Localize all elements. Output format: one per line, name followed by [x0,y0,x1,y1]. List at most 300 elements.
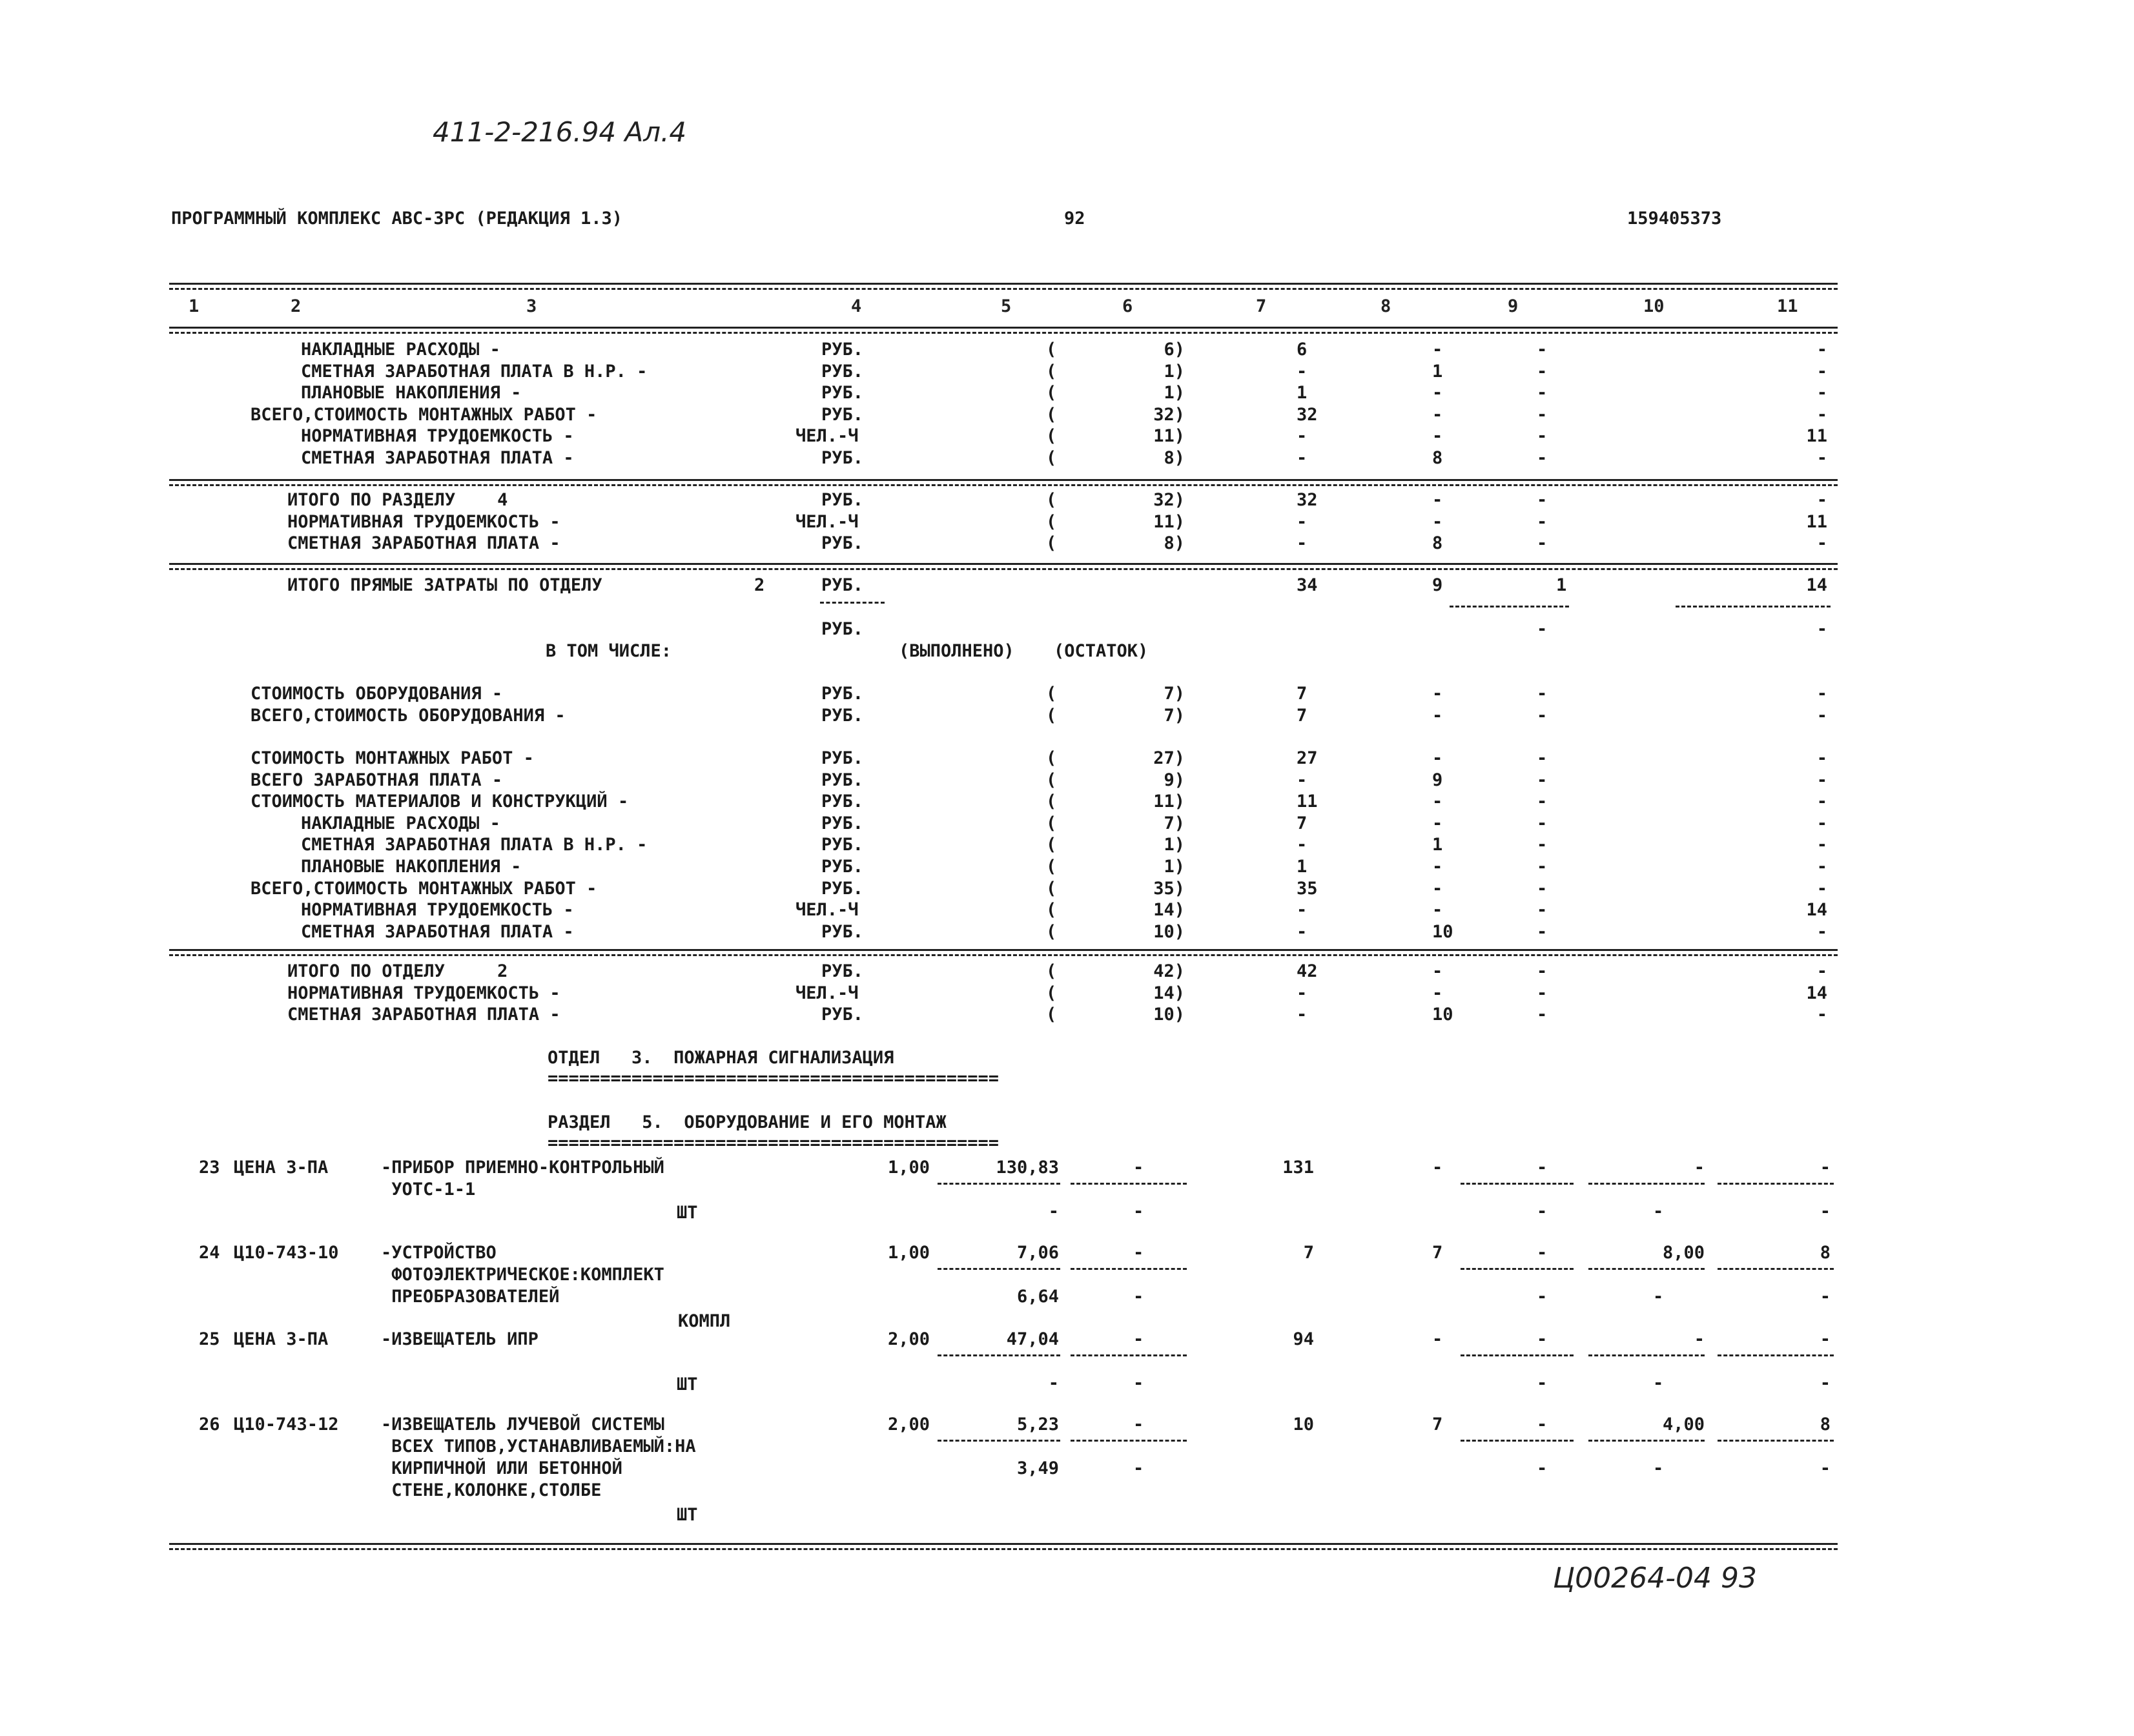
item-total: 131 [1282,1158,1314,1178]
item-col10-underline [1588,1354,1705,1356]
row-label: СТОИМОСТЬ ОБОРУДОВАНИЯ - [251,684,503,704]
item-col6-underline [1071,1183,1187,1185]
table-bottom-rule-2 [169,1548,1838,1550]
col7-value: 7 [1297,813,1308,833]
item-code: ЦЕНА 3-ПА [234,1329,329,1349]
row-unit: РУБ. [821,748,864,768]
column-header-7: 7 [1256,296,1267,316]
col9-value: - [1537,490,1548,510]
column-header-3: 3 [526,296,537,316]
col6-value: 32) [1153,490,1185,510]
item-col6: - [1133,1329,1144,1349]
item-col9-second: - [1537,1287,1548,1307]
item-number: 24 [199,1243,220,1263]
item-col10-underline [1588,1268,1705,1270]
col9-value: - [1537,619,1548,639]
item-col9-underline [1461,1183,1574,1185]
col8-value: - [1432,748,1443,768]
item-col11: 8 [1820,1414,1831,1435]
col11-value: - [1816,619,1827,639]
program-title: ПРОГРАММНЫЙ КОМПЛЕКС АВС-3РС (РЕДАКЦИЯ 1.3) [171,209,622,229]
paren-open: ( [1046,1005,1057,1025]
col6-value: 10) [1153,1005,1185,1025]
item-code: ЦЕНА 3-ПА [234,1158,329,1178]
col9-value: - [1537,533,1548,554]
col9-value: - [1537,900,1548,921]
col11-value: - [1816,921,1827,942]
row-unit: РУБ. [821,770,864,790]
item-col5-underline [938,1268,1060,1270]
row-unit: РУБ. [821,921,864,942]
item-col5-underline [938,1354,1060,1356]
row-unit: РУБ. [821,533,864,554]
item-col6-underline [1071,1354,1187,1356]
col7-value: 35 [1297,878,1318,899]
col9-value: - [1537,448,1548,468]
col11-value: - [1816,961,1827,981]
col9-value: - [1537,770,1548,790]
item-col10: - [1694,1329,1705,1349]
col9-value: - [1537,404,1548,425]
item-col9-underline [1461,1354,1574,1356]
item-code: Ц10-743-12 [234,1414,339,1435]
column-header-1: 1 [189,296,200,316]
col7-value: - [1297,361,1308,382]
col11-value: - [1816,705,1827,726]
item-unit: КОМПЛ [678,1311,731,1331]
item-unit: ШТ [677,1374,698,1394]
direct-costs-label: ИТОГО ПРЯМЫЕ ЗАТРАТЫ ПО ОТДЕЛУ [287,575,602,595]
done-label: (ВЫПОЛНЕНО) [899,641,1014,661]
col8-value: - [1432,900,1443,921]
col11-value: - [1816,1005,1827,1025]
item-col11-second: - [1820,1373,1831,1393]
col9-value: - [1537,983,1548,1003]
col7-value: - [1297,448,1308,468]
item-col11-second: - [1820,1201,1831,1221]
col6-value: 7) [1164,684,1185,704]
row-unit: РУБ. [821,961,864,981]
item-col9-underline [1461,1440,1574,1442]
item-col9: - [1537,1158,1548,1178]
row-label: ИТОГО ПО РАЗДЕЛУ 4 [287,490,508,510]
item-unit-price: 5,23 [1016,1414,1059,1435]
item-col8: 7 [1432,1243,1443,1263]
col8-value: 8 [1432,533,1443,554]
col7-value: - [1297,770,1308,790]
item-name-line: ПРЕОБРАЗОВАТЕЛЕЙ [381,1287,560,1307]
col6-value: 35) [1153,878,1185,899]
item-col8: - [1432,1329,1443,1349]
item-col10-underline [1588,1440,1705,1442]
column-header-4: 4 [851,296,862,316]
section-underline: =========================================== [548,1133,999,1153]
col9-value: - [1537,340,1548,360]
item-col6: - [1133,1414,1144,1435]
col8-value: 10 [1432,921,1453,942]
page-number: 92 [1064,209,1085,229]
paren-open: ( [1046,878,1057,899]
item-col9-second: - [1537,1373,1548,1393]
item-col11: 8 [1820,1243,1831,1263]
section4-total-rule [169,563,1838,565]
unit-underline [820,602,885,604]
row-unit: РУБ. [821,791,864,812]
item-col11-underline [1718,1183,1834,1185]
row-unit: РУБ. [821,878,864,899]
row-label: НОРМАТИВНАЯ ТРУДОЕМКОСТЬ - [287,511,560,532]
item-col5-underline [938,1183,1060,1185]
col11-value: 14 [1806,900,1827,921]
item-unit: ШТ [677,1505,698,1525]
col6-value: 11) [1153,791,1185,812]
col8-value: - [1432,383,1443,403]
row-unit: РУБ. [821,383,864,403]
rest-label: (ОСТАТОК) [1054,641,1149,661]
col6-value: 7) [1164,705,1185,726]
item-col9: - [1537,1243,1548,1263]
department-title: ОТДЕЛ 3. ПОЖАРНАЯ СИГНАЛИЗАЦИЯ [548,1048,894,1068]
col7-value: - [1297,511,1308,532]
item-col9-second: - [1537,1201,1548,1221]
direct-costs-dept: 2 [754,575,765,595]
item-col10-second: - [1653,1201,1664,1221]
col11-value: - [1816,448,1827,468]
paren-open: ( [1046,813,1057,833]
col11-value: - [1816,684,1827,704]
section-title: РАЗДЕЛ 5. ОБОРУДОВАНИЕ И ЕГО МОНТАЖ [548,1112,947,1132]
col8-value: - [1432,705,1443,726]
col7-value: - [1297,983,1308,1003]
column-header-9: 9 [1508,296,1519,316]
item-total: 10 [1293,1414,1314,1435]
col11-value: 11 [1806,511,1827,532]
item-name-line: ФОТОЭЛЕКТРИЧЕСКОЕ:КОМПЛЕКТ [381,1265,664,1285]
row-unit: РУБ. [821,857,864,877]
item-col6-second: - [1133,1458,1144,1478]
col8-value: - [1432,878,1443,899]
row-label: ВСЕГО,СТОИМОСТЬ МОНТАЖНЫХ РАБОТ - [251,878,597,899]
col7-value: - [1297,533,1308,554]
paren-open: ( [1046,533,1057,554]
row-unit: ЧЕЛ.-Ч [795,426,859,447]
col6-value: 7) [1164,813,1185,833]
item-name-line: УОТС-1-1 [381,1179,476,1200]
item-col11-underline [1718,1268,1834,1270]
paren-open: ( [1046,983,1057,1003]
col6-value: 11) [1153,511,1185,532]
item-name-line: -ИЗВЕЩАТЕЛЬ ЛУЧЕВОЙ СИСТЕМЫ [381,1414,664,1435]
col8-value: - [1432,511,1443,532]
item-quantity: 1,00 [887,1158,930,1178]
item-col6: - [1133,1243,1144,1263]
row-label: ПЛАНОВЫЕ НАКОПЛЕНИЯ - [301,857,522,877]
row-label: НОРМАТИВНАЯ ТРУДОЕМКОСТЬ - [301,426,574,447]
col9-value: - [1537,426,1548,447]
row-label: СМЕТНАЯ ЗАРАБОТНАЯ ПЛАТА - [287,1005,560,1025]
col8-value: - [1432,404,1443,425]
paren-open: ( [1046,404,1057,425]
col11-value: - [1816,533,1827,554]
item-col6-underline [1071,1268,1187,1270]
item-total: 7 [1303,1243,1314,1263]
col11-value: - [1816,383,1827,403]
col9-value: - [1537,684,1548,704]
paren-open: ( [1046,705,1057,726]
paren-open: ( [1046,900,1057,921]
paren-open: ( [1046,511,1057,532]
row-label: ВСЕГО,СТОИМОСТЬ МОНТАЖНЫХ РАБОТ - [251,404,597,425]
paren-open: ( [1046,748,1057,768]
col7-value: 1 [1297,383,1308,403]
table-top-rule [169,283,1838,285]
item-col9-second: - [1537,1458,1548,1478]
col9-value: 1 [1556,575,1567,595]
item-col6-second: - [1133,1373,1144,1393]
col6-value: 14) [1153,900,1185,921]
paren-open: ( [1046,770,1057,790]
stamp-code: 411-2-216.94 Ал.4 [433,116,687,148]
row-unit: ЧЕЛ.-Ч [795,900,859,921]
col11-value: - [1816,813,1827,833]
col8-value: 1 [1432,361,1443,382]
col6-value: 8) [1164,448,1185,468]
item-col11: - [1820,1158,1831,1178]
col7-value: - [1297,921,1308,942]
section4-tail-rule [169,479,1838,481]
col8-value: 8 [1432,448,1443,468]
row-label: СТОИМОСТЬ МАТЕРИАЛОВ И КОНСТРУКЦИЙ - [251,791,629,812]
row-unit: РУБ. [821,684,864,704]
item-col10: - [1694,1158,1705,1178]
column-header-5: 5 [1001,296,1012,316]
col8-value: - [1432,983,1443,1003]
col9-value: - [1537,813,1548,833]
row-unit: РУБ. [821,813,864,833]
item-unit: ШТ [677,1203,698,1223]
item-col10-second: - [1653,1287,1664,1307]
col6-value: 6) [1164,340,1185,360]
col7-value: 7 [1297,705,1308,726]
item-col11: - [1820,1329,1831,1349]
col11-value: 14 [1806,575,1827,595]
item-name-line: ВСЕХ ТИПОВ,УСТАНАВЛИВАЕМЫЙ:НА [381,1436,696,1456]
column-header-10: 10 [1643,296,1665,316]
col6-value: 14) [1153,983,1185,1003]
col11-value: - [1816,857,1827,877]
col7-value: 32 [1297,490,1318,510]
row-unit: РУБ. [821,361,864,382]
col6-value: 1) [1164,383,1185,403]
col11-value: - [1816,878,1827,899]
col8-value: - [1432,791,1443,812]
col8-value: 9 [1432,770,1443,790]
col7-value: - [1297,900,1308,921]
col9-value: - [1537,705,1548,726]
header-bottom-rule-2 [169,332,1838,334]
paren-open: ( [1046,857,1057,877]
col7-value: - [1297,426,1308,447]
column-header-2: 2 [291,296,302,316]
item-col9: - [1537,1329,1548,1349]
item-unit-price: 130,83 [996,1158,1059,1178]
paren-open: ( [1046,835,1057,855]
item-unit-price: 47,04 [1006,1329,1059,1349]
row-label: СМЕТНАЯ ЗАРАБОТНАЯ ПЛАТА В Н.Р. - [301,835,648,855]
row-label: НОРМАТИВНАЯ ТРУДОЕМКОСТЬ - [287,983,560,1003]
row-label: ВСЕГО,СТОИМОСТЬ ОБОРУДОВАНИЯ - [251,705,566,726]
col8-value: 10 [1432,1005,1453,1025]
paren-open: ( [1046,361,1057,382]
row-unit: РУБ. [821,404,864,425]
col11-value: - [1816,835,1827,855]
col7-value: 32 [1297,404,1318,425]
item-col10: 8,00 [1662,1243,1705,1263]
col7-value: 11 [1297,791,1318,812]
section4-tail-rule-2 [169,484,1838,486]
item-col9-underline [1461,1268,1574,1270]
item-name-line: -ПРИБОР ПРИЕМНО-КОНТРОЛЬНЫЙ [381,1158,664,1178]
row-label: ПЛАНОВЫЕ НАКОПЛЕНИЯ - [301,383,522,403]
col7-value: 34 [1297,575,1318,595]
col8-value: - [1432,857,1443,877]
item-col10-second: - [1653,1458,1664,1478]
item-col6-second: - [1133,1201,1144,1221]
included-label: В ТОМ ЧИСЛЕ: [546,641,672,661]
item-col8: 7 [1432,1414,1443,1435]
item-col11-second: - [1820,1287,1831,1307]
paren-open: ( [1046,490,1057,510]
row-label: ИТОГО ПО ОТДЕЛУ 2 [287,961,508,981]
col6-value: 9) [1164,770,1185,790]
row-label: СМЕТНАЯ ЗАРАБОТНАЯ ПЛАТА - [301,921,574,942]
paren-open: ( [1046,448,1057,468]
item-col10-underline [1588,1183,1705,1185]
item-col8: - [1432,1158,1443,1178]
col7-value: - [1297,835,1308,855]
row-unit: ЧЕЛ.-Ч [795,983,859,1003]
col6-value: 10) [1153,921,1185,942]
row-unit: РУБ. [821,619,864,639]
paren-open: ( [1046,426,1057,447]
col8-value: 9 [1432,575,1443,595]
document-number: 159405373 [1627,209,1722,229]
col8-value: - [1432,490,1443,510]
item-col6-underline [1071,1440,1187,1442]
item-col11-second: - [1820,1458,1831,1478]
col9-value: - [1537,921,1548,942]
col11-underline [1676,606,1831,608]
col6-value: 27) [1153,748,1185,768]
col6-value: 11) [1153,426,1185,447]
col9-value: - [1537,1005,1548,1025]
col7-value: 7 [1297,684,1308,704]
col9-value: - [1537,383,1548,403]
row-label: НАКЛАДНЫЕ РАСХОДЫ - [301,813,500,833]
col6-value: 42) [1153,961,1185,981]
col11-value: - [1816,748,1827,768]
item-col5-second: 3,49 [1016,1458,1059,1478]
col8-value: - [1432,813,1443,833]
table-top-rule-2 [169,288,1838,290]
paren-open: ( [1046,961,1057,981]
col11-value: - [1816,490,1827,510]
col11-value: - [1816,404,1827,425]
col8-value: - [1432,684,1443,704]
col11-value: 11 [1806,426,1827,447]
archive-number: Ц00264-04 93 [1553,1562,1757,1595]
paren-open: ( [1046,791,1057,812]
item-col5-underline [938,1440,1060,1442]
col6-value: 8) [1164,533,1185,554]
item-quantity: 2,00 [887,1414,930,1435]
col7-value: - [1297,1005,1308,1025]
col7-value: 27 [1297,748,1318,768]
col8-value: - [1432,426,1443,447]
item-col5-second: - [1048,1373,1059,1393]
col7-value: 6 [1297,340,1308,360]
row-unit: РУБ. [821,1005,864,1025]
item-col10: 4,00 [1662,1414,1705,1435]
col7-value: 42 [1297,961,1318,981]
table-bottom-rule [169,1543,1838,1545]
col7-value: 1 [1297,857,1308,877]
row-unit: РУБ. [821,705,864,726]
col9-value: - [1537,791,1548,812]
col6-value: 1) [1164,361,1185,382]
row-label: СМЕТНАЯ ЗАРАБОТНАЯ ПЛАТА - [301,448,574,468]
col11-value: 14 [1806,983,1827,1003]
row-label: СТОИМОСТЬ МОНТАЖНЫХ РАБОТ - [251,748,534,768]
item-number: 26 [199,1414,220,1435]
header-bottom-rule [169,327,1838,329]
item-name-line: СТЕНЕ,КОЛОНКЕ,СТОЛБЕ [381,1480,602,1500]
column-header-8: 8 [1380,296,1391,316]
col9-value: - [1537,835,1548,855]
row-label: СМЕТНАЯ ЗАРАБОТНАЯ ПЛАТА В Н.Р. - [301,361,648,382]
item-col11-underline [1718,1354,1834,1356]
item-quantity: 1,00 [887,1243,930,1263]
col11-value: - [1816,340,1827,360]
col9-value: - [1537,748,1548,768]
item-name-line: -ИЗВЕЩАТЕЛЬ ИПР [381,1329,539,1349]
paren-open: ( [1046,340,1057,360]
item-code: Ц10-743-10 [234,1243,339,1263]
item-total: 94 [1293,1329,1314,1349]
row-unit: РУБ. [821,448,864,468]
row-unit: РУБ. [821,490,864,510]
col6-value: 1) [1164,857,1185,877]
row-label: НАКЛАДНЫЕ РАСХОДЫ - [301,340,500,360]
row-label: ВСЕГО ЗАРАБОТНАЯ ПЛАТА - [251,770,503,790]
col11-value: - [1816,791,1827,812]
col11-value: - [1816,361,1827,382]
row-unit: ЧЕЛ.-Ч [795,511,859,532]
section4-total-rule-2 [169,568,1838,570]
item-col6: - [1133,1158,1144,1178]
mount-rule-2 [169,954,1838,956]
col8-value: - [1432,340,1443,360]
col9-value: - [1537,878,1548,899]
department-underline: =========================================== [548,1068,999,1088]
column-header-6: 6 [1122,296,1133,316]
col9-value: - [1537,961,1548,981]
column-header-11: 11 [1777,296,1798,316]
item-col10-second: - [1653,1373,1664,1393]
col6-value: 32) [1153,404,1185,425]
item-number: 23 [199,1158,220,1178]
item-col5-second: 6,64 [1016,1287,1059,1307]
